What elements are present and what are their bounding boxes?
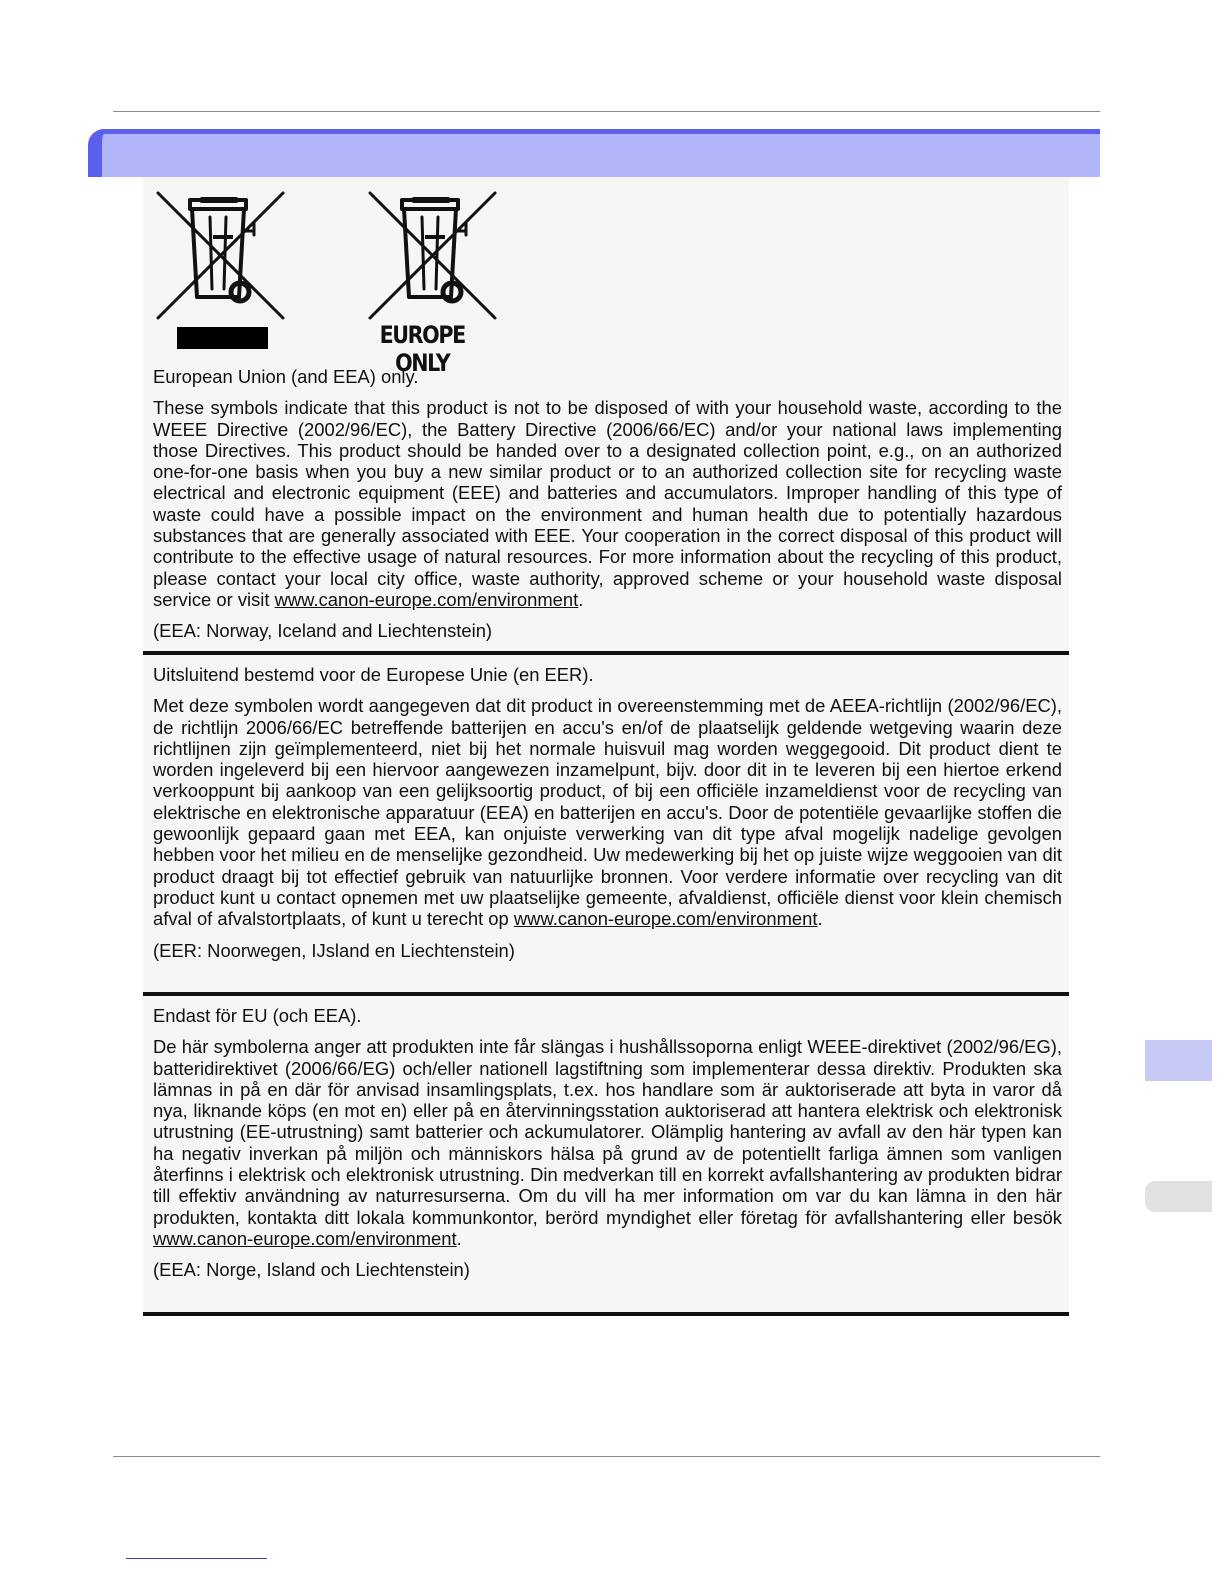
footer-link-underline[interactable] [126,1558,267,1559]
body-tail: . [578,588,584,610]
section-heading: Endast för EU (och EEA). [153,1005,362,1026]
environment-link[interactable]: www.canon-europe.com/environment [513,908,818,930]
section-swedish [153,1005,1062,1281]
section-divider [143,1312,1069,1316]
section-note: (EER: Noorwegen, IJsland en Liechtenstein) [153,939,515,961]
body-tail: . [456,1227,462,1249]
crossed-bin-icon [150,185,290,325]
section-english [153,366,1062,642]
body-text: De här symbolerna anger att produkten inte får slängas i hushållssoporna enligt WEEE-direktivet (2002/96/EG), batteridirektivet (2006/66/EG) och/eller nationell lagstiftning som implementerar dessa direktiv. Produkten ska lämnas in på en där för anvisad insamlingsplats, t.ex. hos handlare som är auktoriserade att byta in varor då nya, liknande köps (en mot en) eller på en återvinningsstation auktoriserad att hantera elektrisk och elektronisk utrustning (EE-utrustning) samt batterier och ackumulatorer. Olämplig hantering av avfall av den här typen kan ha negativ inverkan på miljön och människors hälsa på grund av de potentiellt farliga ämnen som vanligen återfinns i elektrisk och elektronisk utrustning. Din medverkan till en korrekt avfallshantering av produkten bidrar till effektiv användning av naturresurserna. Om du vill ha mer information om var du kan lämna in den här produkten, kontakta ditt lokala kommunkontor, berörd myndighet eller företag för avfallshantering eller besök [153,1036,1062,1228]
battery-indicator-bar [177,327,268,349]
environment-link[interactable]: www.canon-europe.com/environment [153,1227,457,1249]
section-body [153,1036,1062,1249]
top-rule [113,111,1100,112]
section-divider [143,992,1069,996]
crossed-bin-icon [362,185,502,325]
environment-link[interactable]: www.canon-europe.com/environment [274,588,579,610]
section-heading: European Union (and EEA) only. [153,366,419,387]
body-tail: . [817,908,823,930]
section-note: (EEA: Norway, Iceland and Liechtenstein) [153,620,493,642]
side-tab[interactable] [1145,1181,1212,1212]
europe-only-label: EUROPE ONLY [379,321,465,377]
section-dutch [153,664,1062,961]
body-text: Met deze symbolen wordt aangegeven dat dit product in overeenstemming met de AEEA-richtlijn (2002/96/EC), de richtlijn 2006/66/EC betreffende batterijen en accu's en/of de plaatselijk geldende wetgeving waarin deze richtlijnen zijn geïmplementeerd, niet bij het normale huisvuil mag worden weggegooid. Dit product dient te worden ingeleverd bij een hiervoor aangewezen inzamelpunt, bijv. door dit in te leveren bij een hiertoe erkend verkooppunt bij aankoop van een gelijksoortig product, of bij een officiële inzameldienst voor de recycling van elektrische en elektronische apparatuur (EEA) en batterijen en accu's. Door de potentiële gevaarlijke stoffen die gewoonlijk gepaard gaan met EEA, kan onjuiste verwerking van dit type afval mogelijk nadelige gevolgen hebben voor het milieu en de menselijke gezondheid. Uw medewerking bij het op juiste wijze weggooien van dit product draagt bij tot effectief gebruik van natuurlijke bronnen. Voor verdere informatie over recycling van dit product kunt u contact opnemen met uw plaatselijke gemeente, afvaldienst, officiële dienst voor klein chemisch afval of afvalstortplaats, of kunt u terecht op [153,695,1062,930]
side-tab-active[interactable] [1145,1040,1212,1081]
body-text: These symbols indicate that this product is not to be disposed of with your household waste, according to the WEEE Directive (2002/96/EC), the Battery Directive (2006/66/EC) and/or your national laws implementing those Directives. This product should be handed over to a designated collection point, e.g., on an authorized one-for-one basis when you buy a new similar product or to an authorized collection site for recycling waste electrical and electronic equipment (EEE) and batteries and accumulators. Improper handling of this type of waste could have a possible impact on the environment and human health due to potentially hazardous substances that are generally associated with EEE. Your cooperation in the correct disposal of this product will contribute to the effective usage of natural resources. For more information about the recycling of this product, please contact your local city office, waste authority, approved scheme or your household waste disposal service or visit [153,397,1062,610]
section-heading: Uitsluitend bestemd voor de Europese Unie (en EER). [153,664,594,685]
bottom-rule [113,1456,1100,1457]
section-note: (EEA: Norge, Island och Liechtenstein) [153,1259,470,1281]
section-divider [143,651,1069,655]
section-body [153,397,1062,610]
section-header-band [88,129,1100,177]
section-body [153,695,1062,929]
